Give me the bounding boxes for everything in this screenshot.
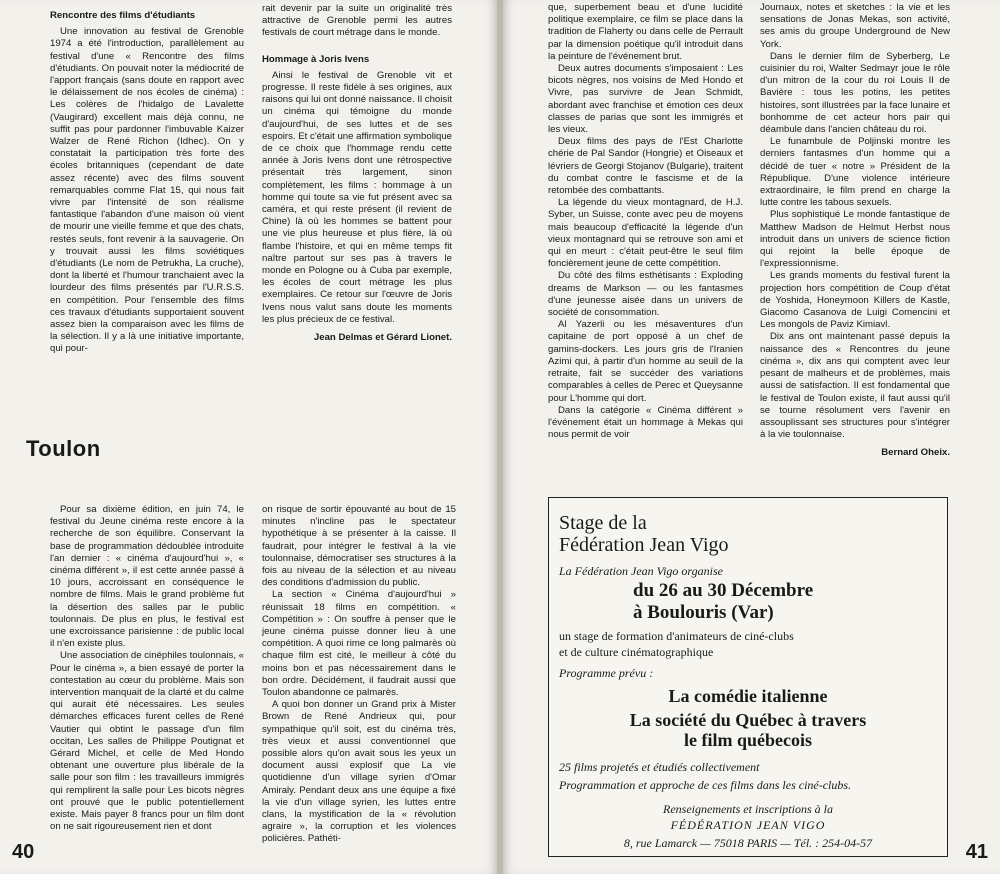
advertisement-box	[548, 497, 948, 857]
paragraph: Les grands moments du festival furent la projection hors compétition de Coup d'état de Yoshida, Honeymoon Killers de Kastle, Giacomo Casanova de Luigi Comencini et Les mongols de Paviz Kimiavl.	[760, 270, 950, 331]
right-column-1	[548, 2, 743, 480]
signature: Bernard Oheix.	[881, 447, 950, 459]
paragraph: Du côté des films esthétisants : Exploding dreams de Markson — ou les fantasmes d'une jeunesse aisée dans un univers de société de consommation.	[548, 270, 743, 319]
page-number-left: 40	[12, 841, 35, 863]
paragraph: Deux films des pays de l'Est Charlotte chérie de Pal Sandor (Hongrie) et Oiseaux et lévriers de Georgi Stojanov (Bulgarie), traitent du combat contre le fascisme et de la retombée des combattants.	[548, 136, 743, 197]
paragraph: Ainsi le festival de Grenoble vit et progresse. Il reste fidèle à ses origines, aux raisons qui lui ont donné naissance. Il choisit un cinéma qui témoigne du monde d'aujourd'hui, de ses luttes et de ses espoirs. Et c'était une affirmation symbolique de ce choix que l'hommage rendu cette année à Joris Ivens dont une rétrospective présentait très largement, sinon complètement, les films : hommage à un homme qui toute sa vie fut présent avec sa caméra, et qui reste présent (il revient de Chine) là où les hommes se battent pour une vie plus heureuse et plus fière, là où flambe l'histoire, et qui en même temps fit naître partout sur ses pas à travers le monde en Pologne ou à Cuba par exemple, les écoles de court métrage les plus exemplaires. Ce retour sur l'œuvre de Joris Ivens nous valut sans doute les moments les plus précieux de ce festival.	[262, 69, 452, 325]
paragraph: Al Yazerli ou les mésaventures d'un capitaine de port opposé à un chef de gamins-dockers. Les jours gris de l'Iranien Azimi qui, à partir d'un homme au seuil de la retraite, fait se succéder des variations comparables à celles de Perec et Queysanne pour L'homme qui dort.	[548, 319, 743, 404]
left-page	[0, 0, 497, 874]
ad-programme-label: Programme prévu :	[559, 666, 654, 680]
paragraph: Dix ans ont maintenant passé depuis la naissance des « Rencontres du jeune cinéma », dix ans qui comptent avec leur pesant de malheurs et de problèmes, mais aussi de satisfaction. Il est fondamental que le festival de Toulon existe, il faut aussi qu'il se tourne résolument vers l'avenir en assouplissant ses structures pour s'intégrer à la vie toulonnaise.	[760, 331, 950, 441]
paragraph: rait devenir par la suite un originalité très attractive de Grenoble permi les autres festivals de court métrage dans le monde.	[262, 3, 452, 39]
left-column-2	[262, 3, 452, 373]
left-column-3	[50, 504, 244, 864]
ad-organise: La Fédération Jean Vigo organise	[559, 564, 723, 578]
paragraph: on risque de sortir épouvanté au bout de 15 minutes n'incline pas le spectateur hypothétique à se présenter à la caisse. Il faudrait, pour intégrer le festival à la vie toulonnaise, démocratiser ses structures à la fois au niveau de la sélection et au niveau des conditions d'admission du public.	[262, 504, 456, 589]
paragraph: La section « Cinéma d'aujourd'hui » réunissait 18 films en compétition. « Compétition » : On souffre à penser que le jeune cinéma puisse donner lieu à une compétition. A quoi rime ce long palmarès où chaque film est cité, le meilleur à côté du moins bon et pas nécessairement dans le bon ordre. Décidément, il faudrait aussi que Toulon abandonne ce palmarès.	[262, 589, 456, 699]
paragraph: que, superbement beau et d'une lucidité politique exemplaire, ce film se place dans la tradition de Flaherty ou dans celle de Perrault par la dimension poétique qu'il introduit dans la peinture de l'événement brut.	[548, 2, 743, 62]
paragraph: Une association de cinéphiles toulonnais, « Pour le cinéma », a bien essayé de porter la contestation au cœur du problème. Mais son intervention manquait de la clarté et du calme qui aurait été nécessaires. Les seules démarches efficaces furent celles de René Vautier qui obtint le passage d'un film occitan, Les salles de Philippe Poutignat et Gérard Michel, et celle de Med Hondo obtenant une ouverture plus libérale de la salle pour son film : les travailleurs immigrés qui remplirent la salle pour Les bicots nègres ont prouvé que le public potentiellement existe. Mais payer 8 francs pour un film dont on ne sait rigoureusement rien et dont	[50, 650, 244, 833]
ad-contact-1: Renseignements et inscriptions à la	[663, 802, 833, 816]
paragraph: A quoi bon donner un Grand prix à Mister Brown de René Andrieux qui, pour sympathique qu'il soit, est du cinéma très, très vieux et aussi conventionnel que possible alors qu'on avait sous les yeux un document aussi explosif que La vie quotidienne d'un village syrien d'Omar Amiraly. Pendant deux ans une équipe a fixé la vie d'un village syrien, les luttes entre clans, la mystification de la « révolution agraire », la corruption et les violences policières. Pathéti-	[262, 699, 456, 845]
ad-title-line-1: Stage de la	[559, 512, 647, 534]
signature: Jean Delmas et Gérard Lionet.	[313, 332, 452, 344]
ad-title-line-2: Fédération Jean Vigo	[559, 534, 729, 556]
page-number-right: 41	[965, 841, 988, 863]
paragraph: Dans la catégorie « Cinéma différent » l'événement était un hommage à Mekas qui nous permit de voir	[548, 404, 743, 441]
ad-place: à Boulouris (Var)	[633, 602, 774, 623]
ad-description-2: et de culture cinématographique	[559, 645, 714, 659]
paragraph: Deux autres documents s'imposaient : Les bicots nègres, nos voisins de Med Hondo et Vivre, pas survivre de Jean Schmidt, abordant avec franchise et émotion ces deux classes de parias que sont les immigrés et les vieux.	[548, 63, 743, 136]
paragraph: Journaux, notes et sketches : la vie et les sensations de Jonas Mekas, son activité, ses amis du groupe Underground de New York.	[760, 2, 950, 50]
paragraph: Dans le dernier film de Syberberg, Le cuisinier du roi, Walter Sedmayr joue le rôle d'un mitron de la cour du roi Louis II de Bavière : tous les potins, les petites histoires, sont illustrées par la face lunaire et bonhomme de cet acteur hors pair qui déambule dans l'ancien château du roi.	[760, 50, 950, 136]
ad-programme-2b: le film québecois	[684, 730, 812, 750]
paragraph: Une innovation au festival de Grenoble 1974 a été l'introduction, parallèlement au festival d'une « Rencontre des films d'étudiants. On pouvait noter la médiocrité de l'apport français (sans doute en rapport avec le délaissement de nos écoles de cinéma) : Les colères de l'hidalgo de Lavalette (Vaugirard) excellent mais déjà connu, ne suffit pas pour pardonner l'imbuvable Kaizer Walzer de René Richon (Idhec). On y constatait la participation très forte des écoles britanniques (cependant de date assez récente) avec des films souvent remarquables comme Flat 15, qui nous fait vivre par l'intensité de son réalisme fantastique l'abandon d'une maison où vient de mourir une vieille femme et que des chats, restés seuls, font revenir à la sauvagerie. On y trouvait aussi les films soviétiques d'étudiants (Le nom de Petrukha, La cruche), dont la liberté et l'humour tranchaient avec la lourdeur des films présentés par l'U.R.S.S. en compétition. Pour l'ensemble des films ces travaux d'étudiants supportaient souvent assez bien la comparaison avec les films de la sélection. Il y a là une initiative importante, qui pour-	[50, 26, 244, 355]
left-column-4	[262, 504, 456, 864]
ad-programme-2a: La société du Québec à travers	[629, 710, 867, 730]
ad-title	[559, 512, 729, 556]
section-heading-ivens: Hommage à Joris Ivens	[262, 53, 370, 65]
right-column-2	[760, 2, 950, 480]
ad-address: 8, rue Lamarck — 75018 PARIS — Tél. : 254-04-57	[623, 836, 873, 850]
ad-note-2: Programmation et approche de ces films dans les ciné-clubs.	[559, 778, 852, 792]
section-title-toulon: Toulon	[26, 436, 101, 461]
ad-dates: du 26 au 30 Décembre	[633, 580, 814, 601]
ad-contact-2: FÉDÉRATION JEAN VIGO	[670, 818, 826, 832]
ad-note-1: 25 films projetés et étudiés collectivement	[559, 760, 760, 774]
paragraph: La légende du vieux montagnard, de H.J. Syber, un Suisse, conte avec peu de moyens mais beaucoup d'efficacité la légende d'un vieux montagnard qui se retrouve son ami et qui en meurt : c'était peut-être le seul film foncièrement jeune de cette compétition.	[548, 197, 743, 270]
ad-description-1: un stage de formation d'animateurs de ciné-clubs	[559, 629, 794, 643]
paragraph: Pour sa dixième édition, en juin 74, le festival du Jeune cinéma reste encore à la recherche de son équilibre. Conservant la base de programmation dédoublée introduite l'an dernier : « cinéma d'aujourd'hui », « cinéma différent », il est cette année passé à 10 jours, accroissant en conséquence le nombre de films. Mais le grand problème fut la désertion des salles par le public toulonnais. De plus en plus, le festival est une excroissance parisienne : de public local il n'en existe plus.	[50, 504, 244, 650]
paragraph: Plus sophistiqué Le monde fantastique de Matthew Madson de Helmut Herbst nous introduit dans un univers de science fiction qui rejoint la belle époque de l'expressionnisme.	[760, 209, 950, 270]
paragraph: Le funambule de Poljinski montre les derniers fantasmes d'un homme qui a décidé de tuer « notre » Président de la République. D'une violence intérieure extraordinaire, le film prend en charge la lutte contre les tabous sexuels.	[760, 136, 950, 209]
left-column-1	[50, 10, 244, 370]
ad-programme-1: La comédie italienne	[668, 686, 828, 706]
section-heading-rencontre: Rencontre des films d'étudiants	[50, 10, 196, 21]
